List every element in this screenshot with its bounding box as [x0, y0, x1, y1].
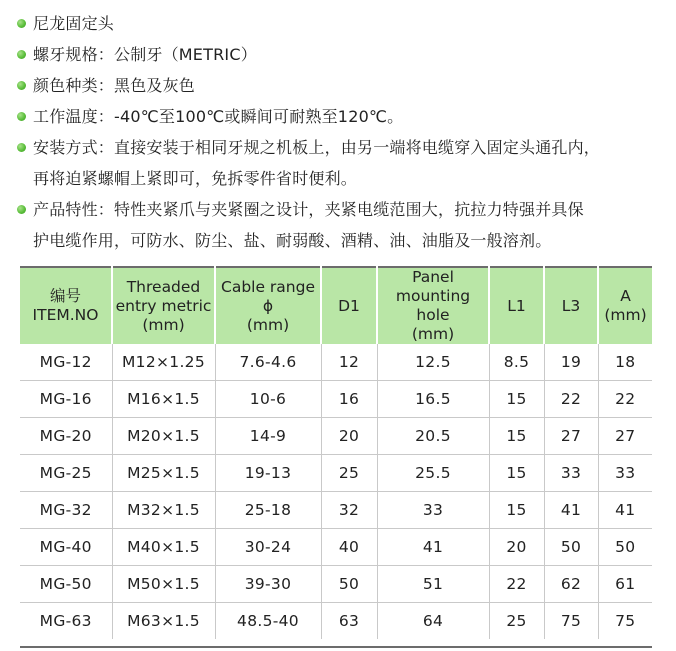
- cell-d1: 25: [321, 455, 377, 492]
- cell-item-no: MG-16: [20, 381, 112, 418]
- spec-table: [20, 266, 652, 639]
- header-line: ϕ: [262, 296, 274, 315]
- cell-thread: M63×1.5: [112, 603, 215, 640]
- cell-panel-hole: 41: [377, 529, 489, 566]
- table-row: [20, 529, 652, 566]
- cell-item-no: MG-32: [20, 492, 112, 529]
- header-a: [598, 267, 652, 344]
- cell-panel-hole: 16.5: [377, 381, 489, 418]
- cell-d1: 16: [321, 381, 377, 418]
- cell-item-no: MG-20: [20, 418, 112, 455]
- cell-thread: M40×1.5: [112, 529, 215, 566]
- cell-cable-range: 14-9: [215, 418, 321, 455]
- cell-a: 41: [598, 492, 652, 529]
- table-row: [20, 455, 652, 492]
- table-row: [20, 603, 652, 640]
- header-line: Panel: [412, 268, 454, 286]
- cell-l1: 15: [489, 381, 544, 418]
- cell-l3: 62: [544, 566, 598, 603]
- bullet-dot-icon: [17, 81, 26, 90]
- header-item-no: [20, 267, 112, 344]
- header-cable-range: [215, 267, 321, 344]
- cell-d1: 40: [321, 529, 377, 566]
- cell-panel-hole: 64: [377, 603, 489, 640]
- cell-cable-range: 10-6: [215, 381, 321, 418]
- cell-d1: 20: [321, 418, 377, 455]
- bullet-item: [0, 8, 676, 39]
- cell-item-no: MG-63: [20, 603, 112, 640]
- header-l3: [544, 267, 598, 344]
- cell-cable-range: 48.5-40: [215, 603, 321, 640]
- cell-item-no: MG-12: [39, 353, 92, 371]
- cell-a: 18: [598, 344, 652, 381]
- cell-item-no: MG-40: [20, 529, 112, 566]
- bullet-dot-icon: [17, 112, 26, 121]
- cell-l3: 19: [544, 344, 598, 381]
- header-line: L1: [507, 296, 526, 315]
- bullet-item: [0, 39, 676, 70]
- cell-l3: 33: [544, 455, 598, 492]
- cell-l1: 25: [489, 603, 544, 640]
- header-line: entry metric: [115, 296, 212, 315]
- cell-a: 27: [598, 418, 652, 455]
- bullet-text: 护电缆作用，可防水、防尘、盐、耐弱酸、酒精、油、油脂及一般溶剂。: [33, 231, 552, 250]
- cell-thread: M32×1.5: [112, 492, 215, 529]
- cell-panel-hole: 20.5: [377, 418, 489, 455]
- header-l1: [489, 267, 544, 344]
- cell-cable-range: 30-24: [215, 529, 321, 566]
- cell-d1: 32: [321, 492, 377, 529]
- cell-l3: 50: [544, 529, 598, 566]
- bullet-dot-icon: [17, 143, 26, 152]
- cell-d1: 50: [321, 566, 377, 603]
- bullet-text: 螺牙规格：公制牙（METRIC）: [33, 45, 257, 64]
- cell-cable-range: 25-18: [215, 492, 321, 529]
- cell-l1: 22: [489, 566, 544, 603]
- cell-l3: 27: [544, 418, 598, 455]
- bullet-dot-icon: [17, 19, 26, 28]
- bullet-text: 再将迫紧螺帽上紧即可，免拆零件省时便利。: [33, 169, 358, 188]
- cell-l1: 15: [489, 455, 544, 492]
- header-thread: [112, 267, 215, 344]
- table-row: [20, 344, 652, 381]
- header-panel-hole: [377, 267, 489, 344]
- bullet-text: 颜色种类：黑色及灰色: [33, 76, 196, 95]
- cell-d1: 12: [321, 344, 377, 381]
- header-line: (mm): [411, 325, 455, 343]
- cell-thread: M16×1.5: [112, 381, 215, 418]
- bullet-item: [0, 70, 676, 101]
- header-line: L3: [561, 296, 581, 315]
- cell-cable-range: 19-13: [215, 455, 321, 492]
- cell-l1: 15: [489, 418, 544, 455]
- cell-a: 61: [598, 566, 652, 603]
- cell-panel-hole: 51: [377, 566, 489, 603]
- cell-a: 75: [598, 603, 652, 640]
- header-line: ITEM.NO: [32, 306, 99, 324]
- bullet-text: 产品特性：特性夹紧爪与夹紧圈之设计，夹紧电缆范围大，抗拉力特强并具保: [33, 200, 584, 219]
- cell-l3: 75: [544, 603, 598, 640]
- bullet-continuation: [0, 225, 676, 256]
- bullet-item: [0, 101, 676, 132]
- table-bottom-rule: [20, 646, 652, 648]
- bullet-item: [0, 194, 676, 225]
- cell-panel-hole: 33: [377, 492, 489, 529]
- cell-thread: M20×1.5: [112, 418, 215, 455]
- cell-panel-hole: 12.5: [377, 344, 489, 381]
- table-row: [20, 492, 652, 529]
- header-line: A: [620, 287, 631, 305]
- cell-a: 22: [598, 381, 652, 418]
- cell-d1: 63: [321, 603, 377, 640]
- bullet-text: 尼龙固定头: [33, 14, 115, 33]
- cell-l1: 20: [489, 529, 544, 566]
- bullet-dot-icon: [17, 50, 26, 59]
- table-body: [20, 344, 652, 639]
- bullet-continuation: [0, 163, 676, 194]
- table-header-row: [20, 267, 652, 344]
- header-line: (mm): [246, 315, 290, 334]
- header-line: mounting hole: [395, 287, 471, 324]
- cell-cable-range: 39-30: [215, 566, 321, 603]
- cell-thread: M25×1.5: [112, 455, 215, 492]
- cell-thread: M50×1.5: [112, 566, 215, 603]
- cell-a: 33: [598, 455, 652, 492]
- header-line: Threaded: [126, 277, 201, 296]
- cell-l1: 15: [489, 492, 544, 529]
- cell-cable-range: 7.6-4.6: [215, 344, 321, 381]
- spec-bullet-list: [0, 8, 676, 256]
- cell-l3: 22: [544, 381, 598, 418]
- table-row: [20, 566, 652, 603]
- bullet-item: [0, 132, 676, 163]
- bullet-text: 安装方式：直接安装于相同牙规之机板上，由另一端将电缆穿入固定头通孔内，: [33, 138, 601, 157]
- table-row: [20, 418, 652, 455]
- cell-l3: 41: [544, 492, 598, 529]
- header-line: (mm): [604, 306, 647, 324]
- cell-a: 50: [598, 529, 652, 566]
- bullet-dot-icon: [17, 205, 26, 214]
- header-line: D1: [338, 296, 360, 315]
- header-line: (mm): [142, 315, 185, 334]
- cell-panel-hole: 25.5: [377, 455, 489, 492]
- header-d1: [321, 267, 377, 344]
- cell-thread: M12×1.25: [112, 344, 215, 381]
- table-row: [20, 381, 652, 418]
- cell-l1: 8.5: [489, 344, 544, 381]
- header-line: 编号: [49, 287, 81, 305]
- header-line: Cable range: [221, 277, 315, 296]
- cell-item-no: MG-50: [20, 566, 112, 603]
- cell-item-no: MG-25: [20, 455, 112, 492]
- bullet-text: 工作温度：-40℃至100℃或瞬间可耐熟至120℃。: [33, 107, 404, 126]
